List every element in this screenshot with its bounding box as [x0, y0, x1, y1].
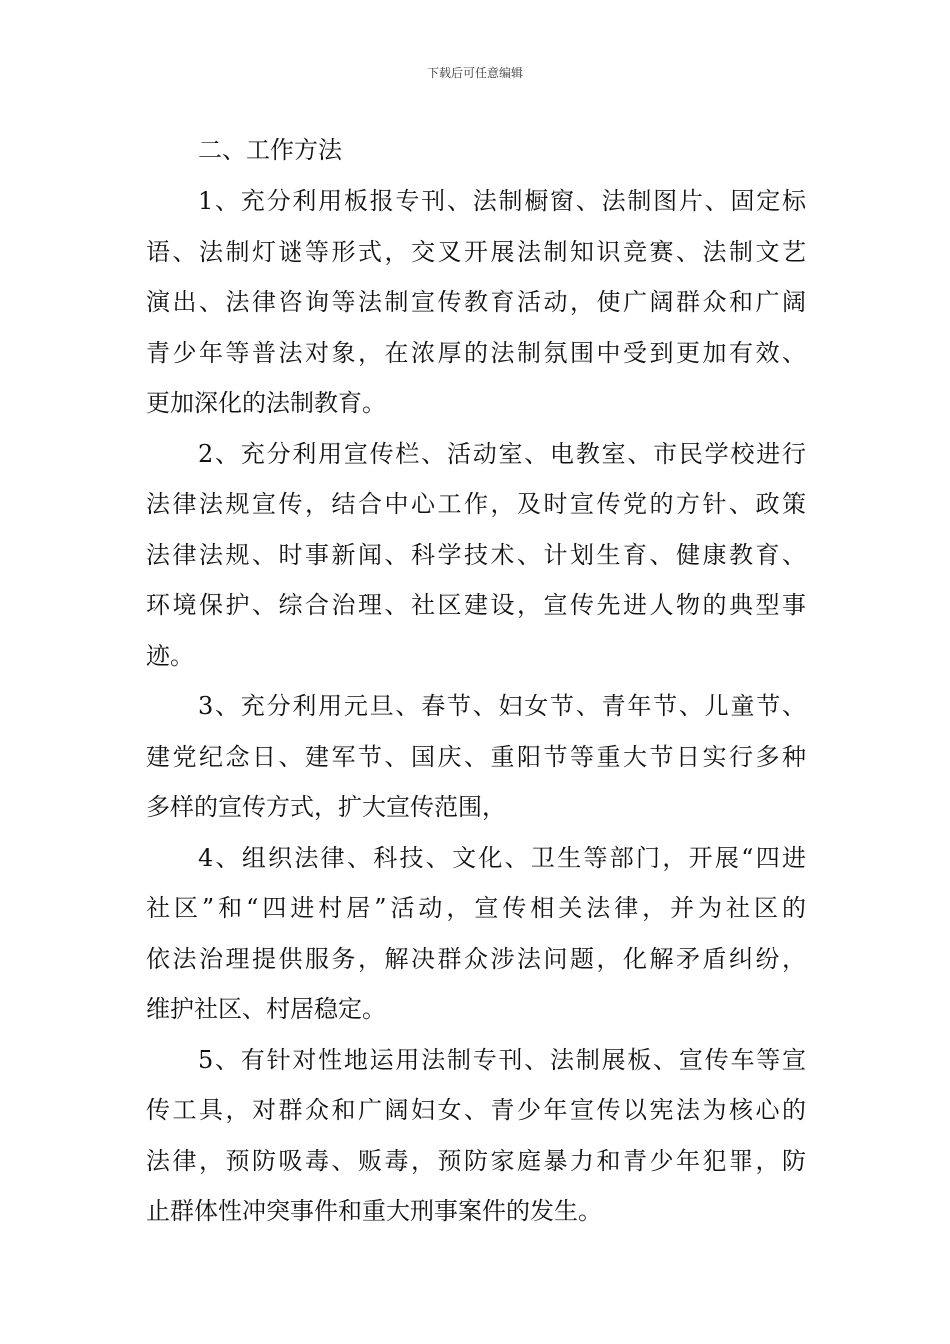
- paragraph-line: 4、组织法律、科技、文化、卫生等部门，开展“四进: [198, 843, 806, 872]
- paragraph-line: 法律法规、时事新闻、科学技术、计划生育、健康教育、: [146, 540, 806, 569]
- paragraph-line: 建党纪念日、建军节、国庆、重阳节等重大节日实行多种: [146, 742, 806, 771]
- paragraph-2: [146, 429, 806, 682]
- paragraph-line: 青少年等普法对象，在浓厚的法制氛围中受到更加有效、: [146, 338, 806, 367]
- paragraph-line: 依法治理提供服务，解决群众涉法问题，化解矛盾纠纷，: [146, 944, 806, 973]
- paragraph-4: [146, 833, 806, 1035]
- paragraph-line: 1、充分利用板报专刊、法制橱窗、法制图片、固定标: [198, 187, 806, 215]
- paragraph-1: [146, 176, 806, 429]
- paragraph-line: 止群体性冲突事件和重大刑事案件的发生。: [146, 1197, 602, 1225]
- paragraph-line: 维护社区、村居稳定。: [146, 995, 386, 1023]
- paragraph-line: 迹。: [146, 641, 194, 670]
- paragraph-line: 社区”和“四进村居”活动，宣传相关法律，并为社区的: [146, 894, 806, 922]
- paragraph-line: 5、有针对性地运用法制专刊、法制展板、宣传车等宣: [198, 1045, 806, 1074]
- paragraph-line: 多样的宣传方式，扩大宣传范围，: [146, 793, 506, 821]
- paragraph-line: 演出、法律咨询等法制宣传教育活动，使广阔群众和广阔: [146, 288, 806, 316]
- paragraph-5: [146, 1035, 806, 1237]
- document-body: [146, 124, 806, 1237]
- paragraph-line: 法律，预防吸毒、贩毒，预防家庭暴力和青少年犯罪，防: [146, 1146, 806, 1175]
- paragraph-line: 语、法制灯谜等形式，交叉开展法制知识竞赛、法制文艺: [146, 237, 806, 266]
- paragraph-line: 3、充分利用元旦、春节、妇女节、青年节、儿童节、: [198, 692, 806, 720]
- paragraph-line: 2、充分利用宣传栏、活动室、电教室、市民学校进行: [198, 439, 806, 468]
- paragraph-3: [146, 681, 806, 833]
- paragraph-line: 传工具，对群众和广阔妇女、青少年宣传以宪法为核心的: [146, 1096, 806, 1124]
- page-header: 下载后可任意编辑: [426, 66, 523, 80]
- paragraph-line: 环境保护、综合治理、社区建设，宣传先进人物的典型事: [146, 591, 806, 619]
- section-heading: 二、工作方法: [198, 136, 342, 164]
- paragraph-line: 更加深化的法制教育。: [146, 389, 386, 417]
- paragraph-line: 法律法规宣传，结合中心工作，及时宣传党的方针、政策: [146, 490, 806, 518]
